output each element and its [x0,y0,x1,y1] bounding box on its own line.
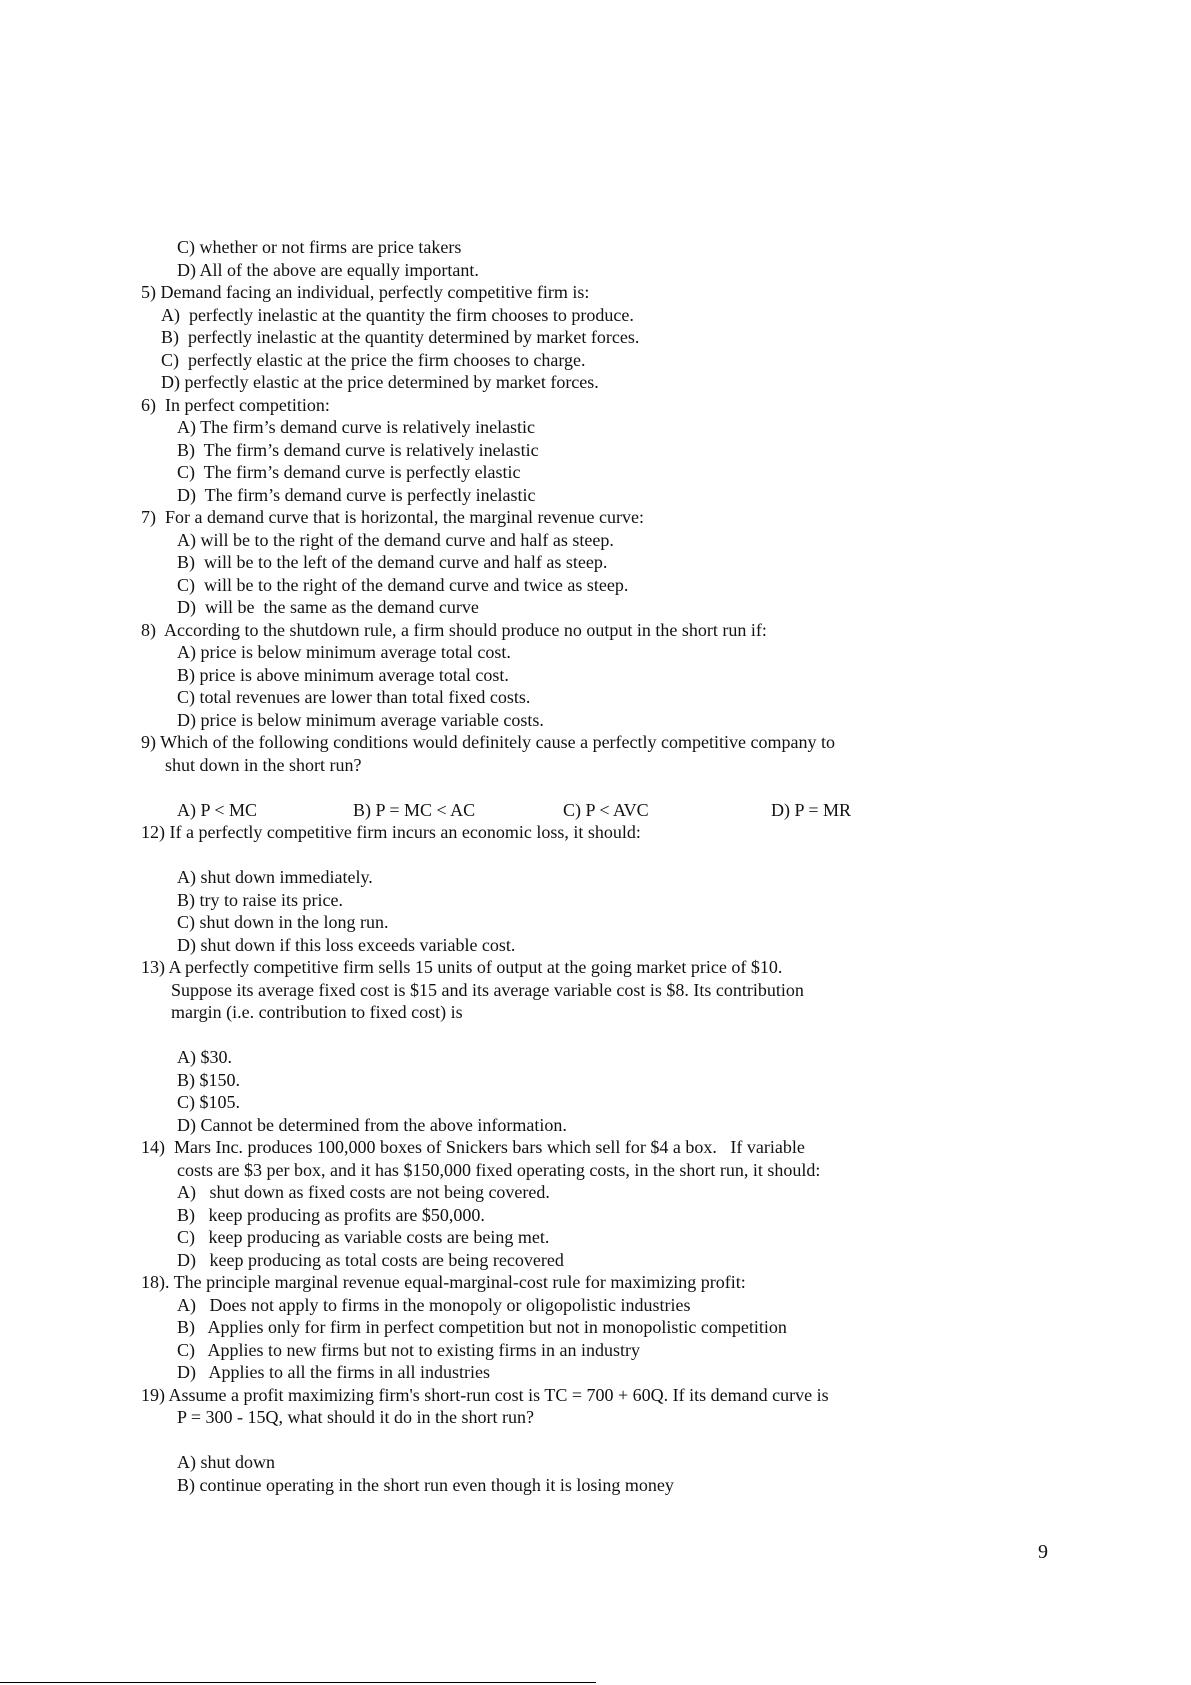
option-line: A) The firm’s demand curve is relatively inelastic [177,417,536,437]
option-line: C) total revenues are lower than total fixed costs. [177,687,531,707]
option-b: B) P = MC < AC [353,800,476,820]
option-c: C) P < AVC [563,800,649,820]
option-line: B) keep producing as profits are $50,000. [177,1205,485,1225]
question-9: 9) Which of the following conditions would definitely cause a perfectly competitive company to [141,732,835,752]
option-line: A) Does not apply to firms in the monopoly or oligopolistic industries [177,1295,691,1315]
question-14: 14) Mars Inc. produces 100,000 boxes of Snickers bars which sell for $4 a box. If variable [141,1137,805,1157]
option-line: B) Applies only for firm in perfect competition but not in monopolistic competition [177,1317,787,1337]
option-line: B) price is above minimum average total cost. [177,665,509,685]
text-line: C) whether or not firms are price takers [177,237,462,257]
question-8: 8) According to the shutdown rule, a firm should produce no output in the short run if: [141,620,767,640]
text-line: D) All of the above are equally important. [177,260,479,280]
option-line: D) Applies to all the firms in all industries [177,1362,490,1382]
question-6: 6) In perfect competition: [141,395,330,415]
question-5: 5) Demand facing an individual, perfectly competitive firm is: [141,282,590,302]
option-line: B) perfectly inelastic at the quantity determined by market forces. [161,327,640,347]
option-line: B) try to raise its price. [177,890,343,910]
question-12: 12) If a perfectly competitive firm incurs an economic loss, it should: [141,822,641,842]
question-13-continued: Suppose its average fixed cost is $15 and its average variable cost is $8. Its contribution [171,980,804,1000]
question-13-continued: margin (i.e. contribution to fixed cost) is [171,1002,463,1022]
option-line: C) shut down in the long run. [177,912,389,932]
option-line: B) $150. [177,1070,240,1090]
page-number: 9 [1038,1541,1048,1563]
option-line: D) The firm’s demand curve is perfectly inelastic [177,485,536,505]
question-19-continued: P = 300 - 15Q, what should it do in the short run? [177,1407,534,1427]
option-line: D) perfectly elastic at the price determined by market forces. [161,372,599,392]
option-line: B) The firm’s demand curve is relatively inelastic [177,440,539,460]
question-19: 19) Assume a profit maximizing firm's short-run cost is TC = 700 + 60Q. If its demand curve is [141,1385,829,1405]
option-line: A) $30. [177,1047,232,1067]
option-line: B) continue operating in the short run even though it is losing money [177,1475,674,1495]
option-line: A) price is below minimum average total cost. [177,642,511,662]
option-line: D) shut down if this loss exceeds variable cost. [177,935,516,955]
option-line: A) perfectly inelastic at the quantity the firm chooses to produce. [161,305,634,325]
option-line: D) Cannot be determined from the above information. [177,1115,567,1135]
option-line: C) will be to the right of the demand curve and twice as steep. [177,575,629,595]
option-line: C) keep producing as variable costs are being met. [177,1227,550,1247]
option-d: D) P = MR [771,800,851,820]
option-line: C) The firm’s demand curve is perfectly elastic [177,462,521,482]
question-13: 13) A perfectly competitive firm sells 15 units of output at the going market price of $10. [141,957,783,977]
question-7: 7) For a demand curve that is horizontal, the marginal revenue curve: [141,507,644,527]
option-line: A) shut down immediately. [177,867,373,887]
option-line: A) shut down [177,1452,275,1472]
footer-rule [0,1682,596,1683]
question-14-continued: costs are $3 per box, and it has $150,000 fixed operating costs, in the short run, it should: [177,1160,821,1180]
question-18: 18). The principle marginal revenue equal-marginal-cost rule for maximizing profit: [141,1272,746,1292]
option-line: D) will be the same as the demand curve [177,597,479,617]
option-line: D) keep producing as total costs are being recovered [177,1250,564,1270]
option-line: C) perfectly elastic at the price the firm chooses to charge. [161,350,586,370]
option-line: D) price is below minimum average variable costs. [177,710,544,730]
option-line: A) shut down as fixed costs are not being covered. [177,1182,550,1202]
option-line: A) will be to the right of the demand curve and half as steep. [177,530,614,550]
question-9-continued: shut down in the short run? [165,755,362,775]
option-a: A) P < MC [177,800,257,820]
option-line: C) Applies to new firms but not to existing firms in an industry [177,1340,640,1360]
option-line: C) $105. [177,1092,240,1112]
option-line: B) will be to the left of the demand curve and half as steep. [177,552,608,572]
